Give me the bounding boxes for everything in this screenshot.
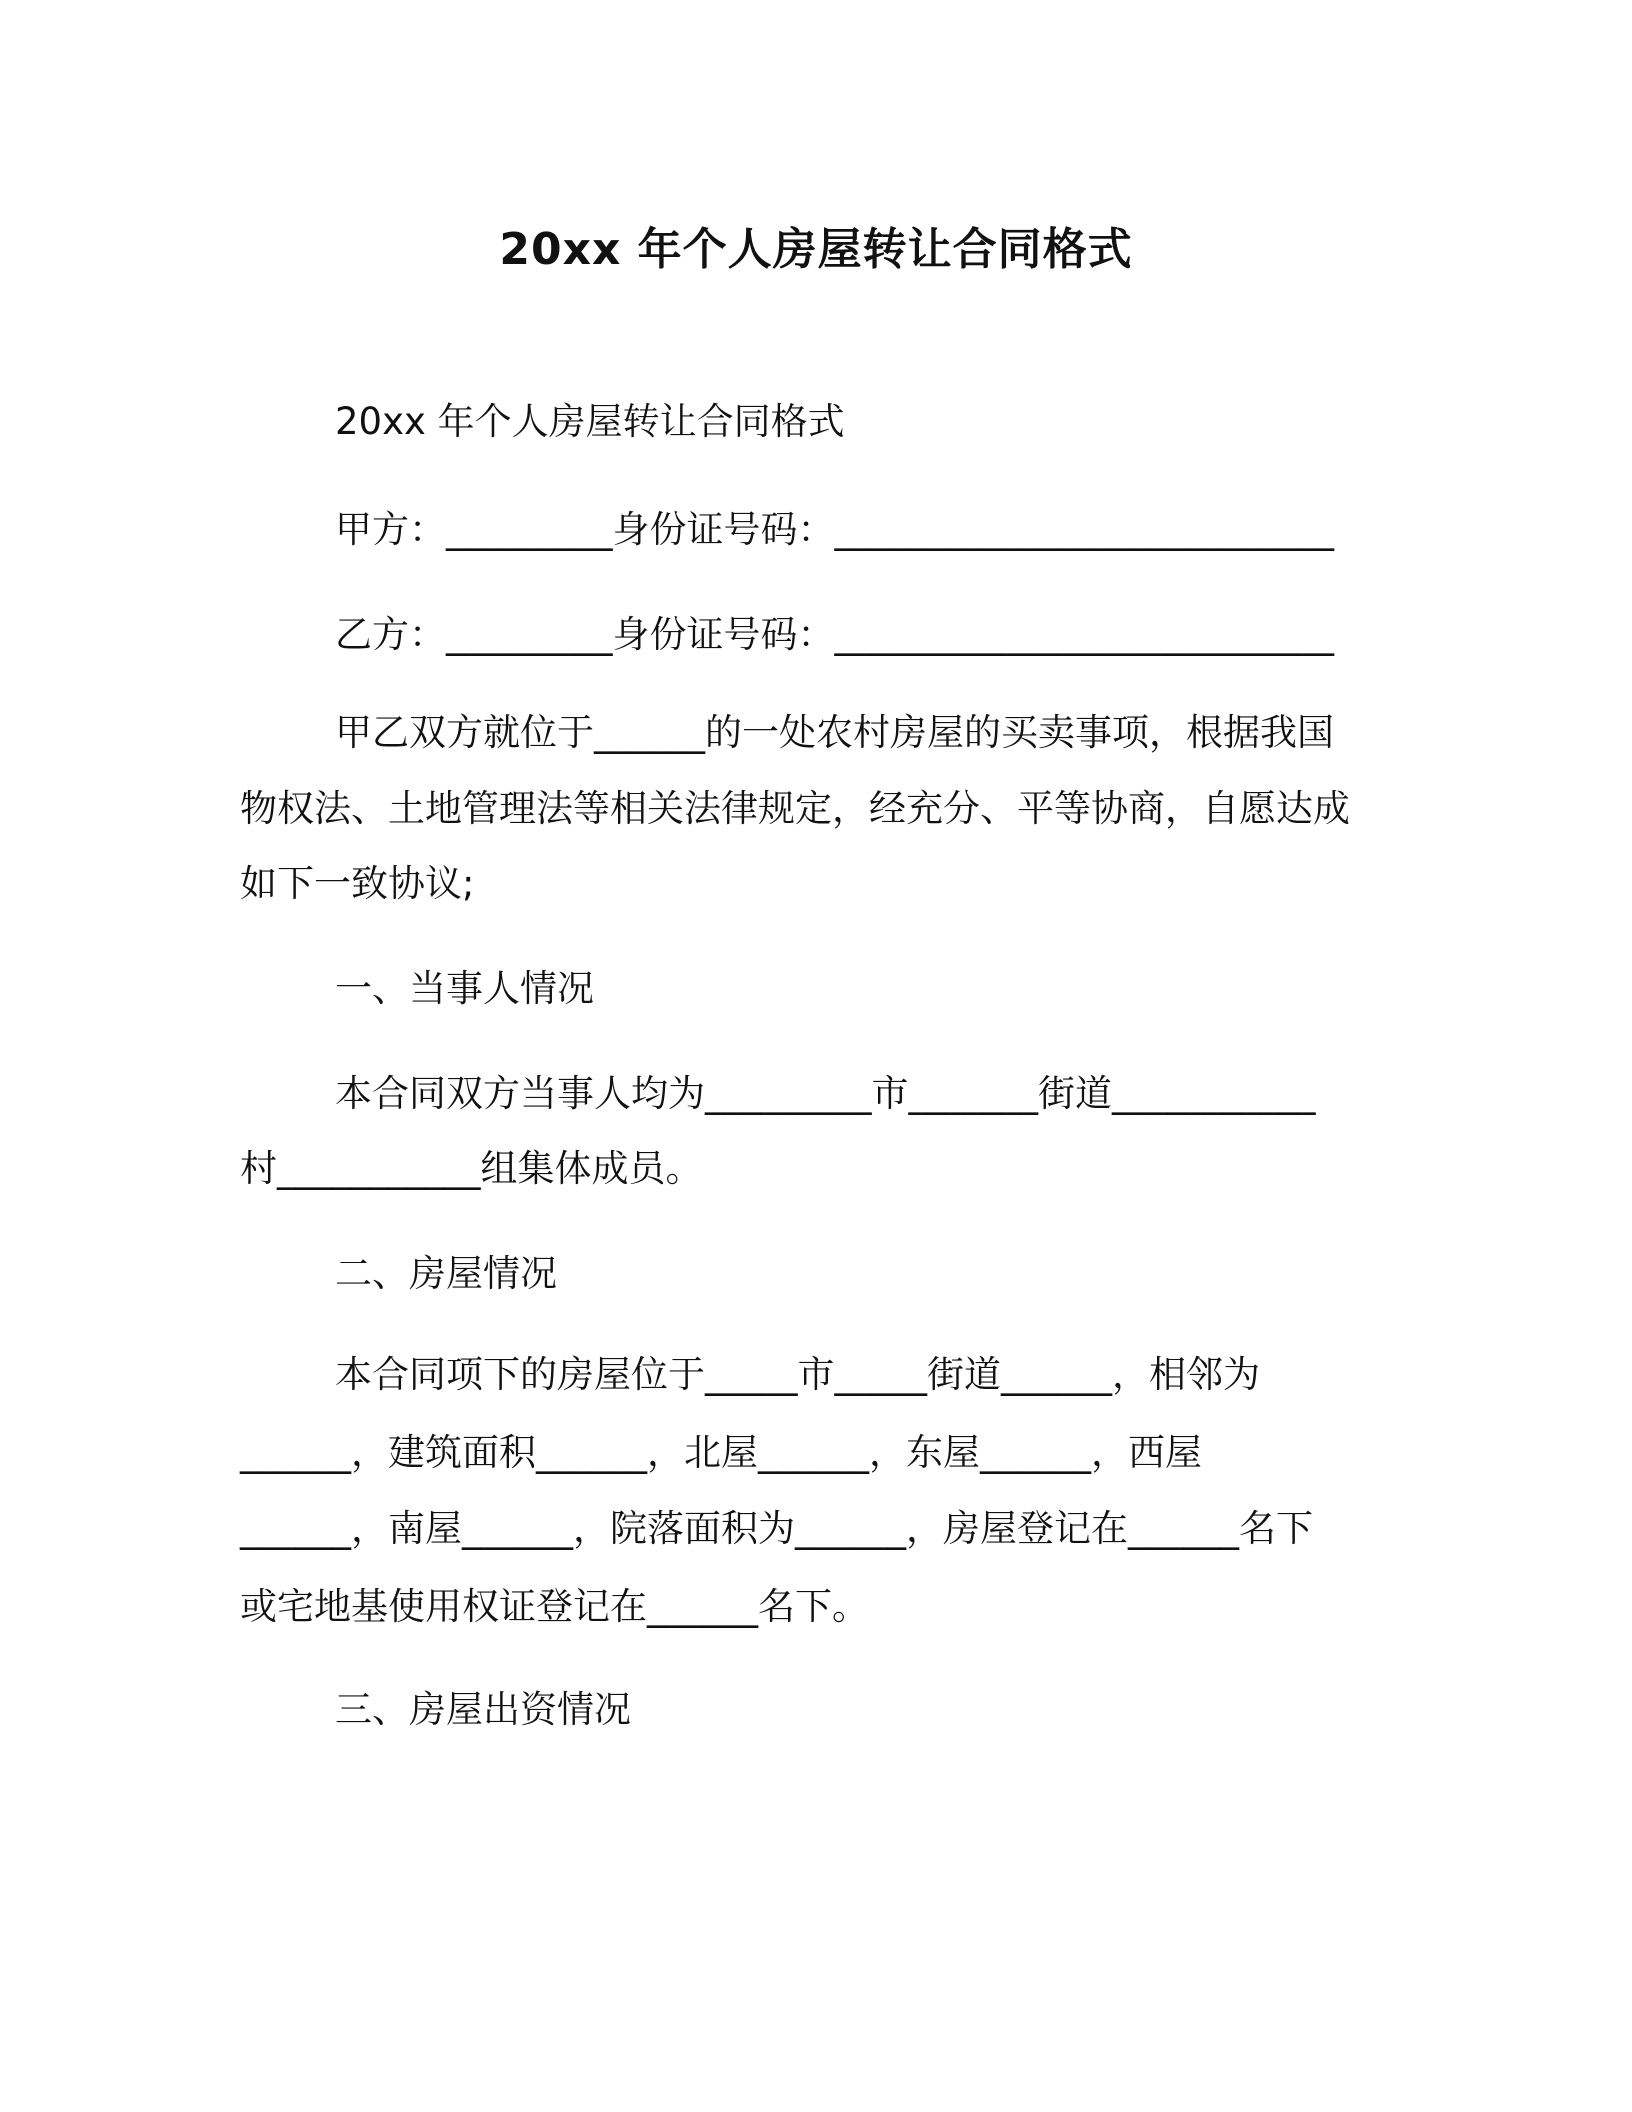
section-heading-parties: 一、当事人情况 bbox=[335, 967, 594, 1010]
intro-paragraph-line: 物权法、土地管理法等相关法律规定，经充分、平等协商，自愿达成 bbox=[240, 787, 1350, 830]
section-paragraph-line: 本合同双方当事人均为_________市_______街道___________ bbox=[335, 1072, 1316, 1115]
section-paragraph-line: 本合同项下的房屋位于_____市_____街道______，相邻为 bbox=[335, 1353, 1260, 1396]
document-title: 20xx 年个人房屋转让合同格式 bbox=[499, 224, 1133, 275]
section-paragraph-line: ______，南屋______，院落面积为______，房屋登记在______名下 bbox=[240, 1507, 1313, 1550]
intro-paragraph-line: 甲乙双方就位于______的一处农村房屋的买卖事项，根据我国 bbox=[335, 711, 1334, 754]
party-b-line: 乙方：_________身份证号码：___________________________ bbox=[335, 613, 1334, 656]
section-paragraph-line: 村___________组集体成员。 bbox=[240, 1147, 703, 1190]
section-paragraph-line: 或宅地基使用权证登记在______名下。 bbox=[240, 1585, 869, 1628]
intro-paragraph-line: 如下一致协议; bbox=[240, 862, 475, 905]
party-a-line: 甲方：_________身份证号码：___________________________ bbox=[335, 508, 1334, 551]
section-paragraph-line: ______，建筑面积______，北屋______，东屋______，西屋 bbox=[240, 1431, 1202, 1474]
document-subtitle: 20xx 年个人房屋转让合同格式 bbox=[335, 400, 845, 443]
section-heading-house: 二、房屋情况 bbox=[335, 1252, 557, 1295]
section-heading-funding: 三、房屋出资情况 bbox=[335, 1688, 631, 1731]
